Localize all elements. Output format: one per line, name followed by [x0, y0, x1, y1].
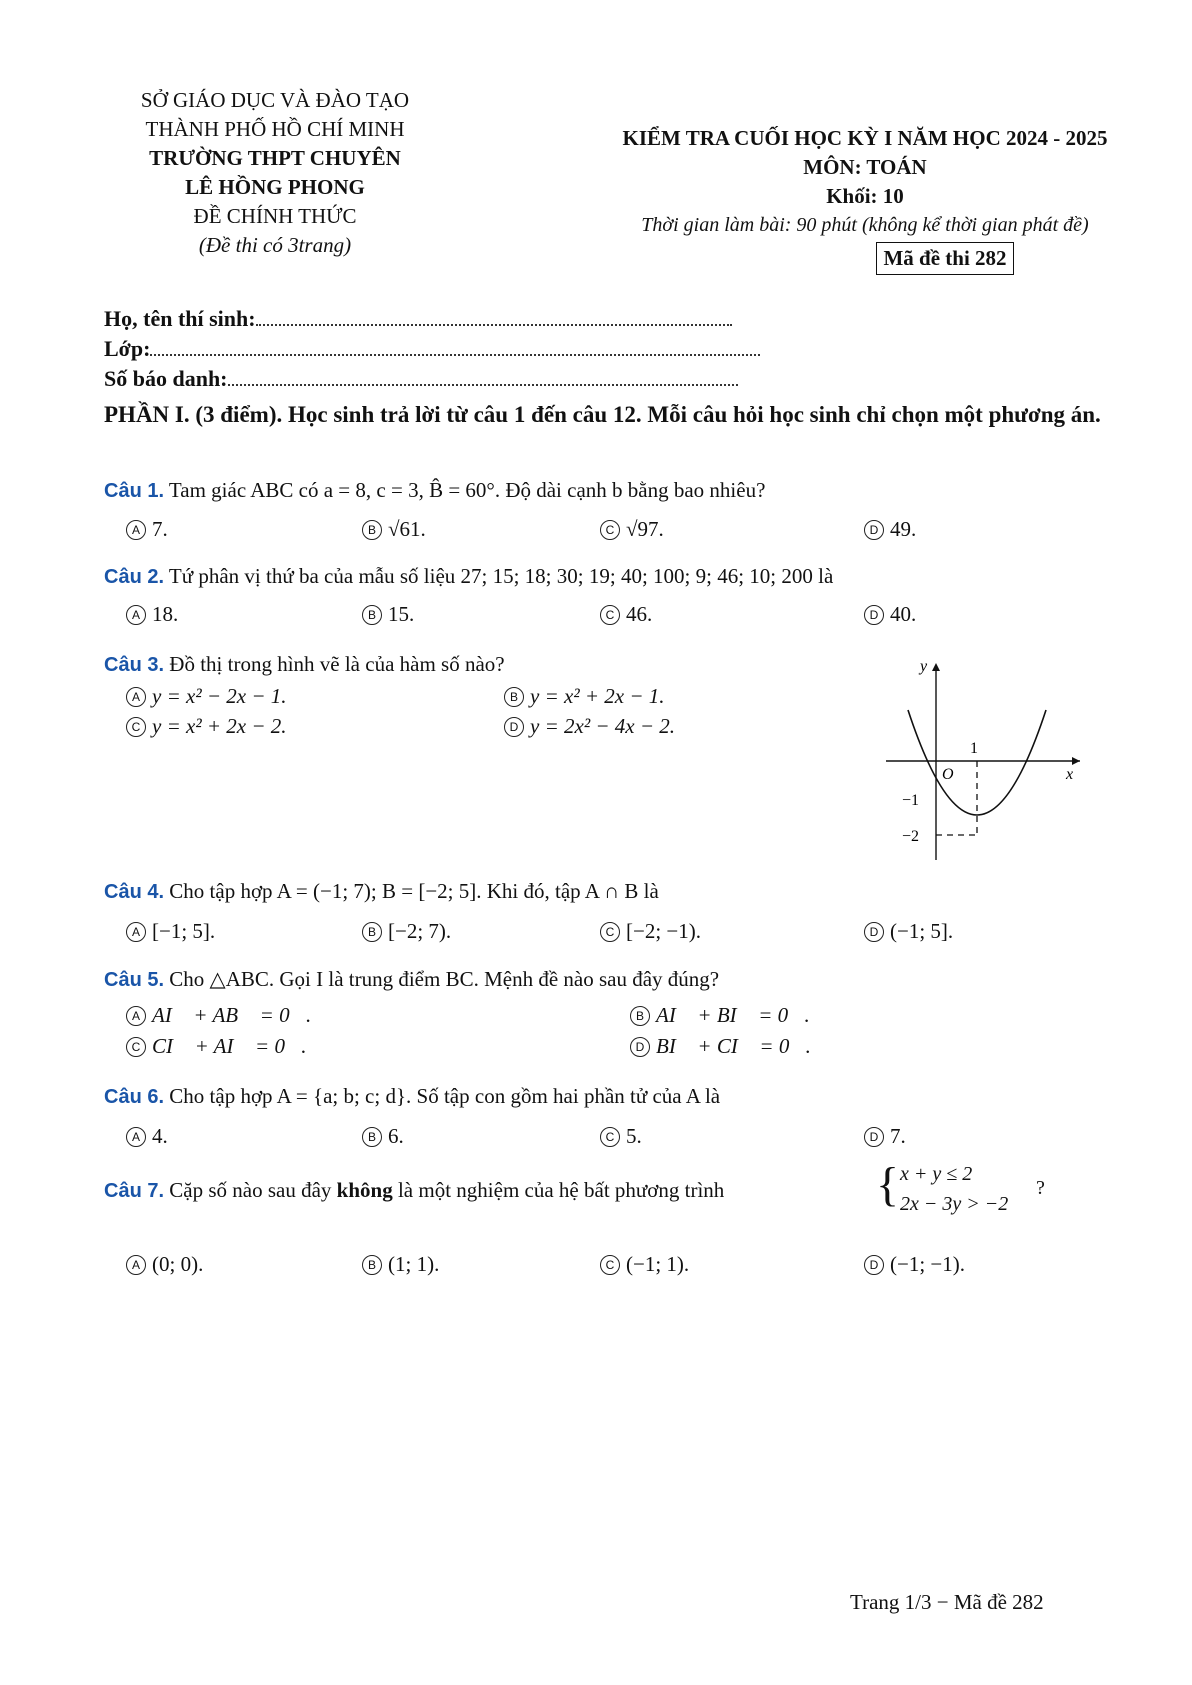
question-6-label: Câu 6. [104, 1086, 165, 1108]
system-brace: { [876, 1158, 900, 1211]
option-text: 7. [890, 1124, 906, 1148]
q3-option-c[interactable] [126, 714, 287, 739]
student-id-label: Số báo danh: [104, 366, 228, 391]
option-letter: D [864, 1255, 884, 1275]
option-text: 7. [152, 517, 168, 541]
department-name: SỞ GIÁO DỤC VÀ ĐÀO TẠO [140, 88, 410, 112]
q1-option-b[interactable] [362, 517, 426, 542]
exam-grade: Khối: 10 [826, 184, 904, 208]
q5-option-b[interactable] [630, 1003, 810, 1028]
parabola-graph [880, 655, 1100, 865]
system-line-1: x + y ≤ 2 [900, 1163, 973, 1185]
question-1 [104, 476, 765, 505]
question-3-label: Câu 3. [104, 654, 165, 676]
q7-option-c[interactable] [600, 1252, 689, 1277]
option-letter: B [362, 520, 382, 540]
option-text: (−1; −1). [890, 1252, 966, 1276]
option-letter: D [864, 922, 884, 942]
x-tick-1-label: 1 [970, 740, 978, 757]
question-5-label: Câu 5. [104, 969, 165, 991]
option-letter: C [126, 717, 146, 737]
x-axis-arrow [1072, 757, 1080, 765]
y-tick-minus1-label: −1 [902, 792, 920, 809]
student-class-label: Lớp: [104, 336, 151, 361]
option-text: 6. [388, 1124, 404, 1148]
q4-option-b[interactable] [362, 919, 451, 944]
option-letter: B [362, 1255, 382, 1275]
exam-code-box: Mã đề thi 282 [876, 242, 1013, 275]
y-tick-minus2-label: −2 [902, 828, 920, 845]
option-letter: C [600, 1127, 620, 1147]
option-text: 5. [626, 1124, 642, 1148]
option-text: √97. [626, 517, 664, 541]
question-7 [104, 1176, 724, 1205]
option-letter: C [600, 520, 620, 540]
system-question-mark: ? [1036, 1177, 1045, 1199]
option-text: y = 2x² − 4x − 2. [530, 714, 676, 738]
option-text: (1; 1). [388, 1252, 440, 1276]
q5-option-d[interactable] [630, 1034, 811, 1059]
question-7-text-post: là một nghiệm của hệ bất phương trình [397, 1178, 725, 1202]
option-text: √61. [388, 517, 426, 541]
option-text: 18. [152, 602, 179, 626]
q3-option-a[interactable] [126, 684, 287, 709]
option-letter: D [864, 520, 884, 540]
question-4-label: Câu 4. [104, 881, 165, 903]
option-text: (0; 0). [152, 1252, 204, 1276]
option-letter: D [630, 1037, 650, 1057]
question-7-text-pre: Cặp số nào sau đây [169, 1178, 332, 1202]
q2-option-a[interactable] [126, 602, 178, 627]
option-text: 15. [388, 602, 415, 626]
option-text: [−1; 5]. [152, 919, 216, 943]
q7-option-d[interactable] [864, 1252, 965, 1277]
option-letter: A [126, 687, 146, 707]
official-label: ĐỀ CHÍNH THỨC [193, 204, 357, 228]
x-axis-label: x [1066, 766, 1074, 783]
q1-option-a[interactable] [126, 517, 168, 542]
y-axis-label: y [920, 658, 928, 675]
q6-option-b[interactable] [362, 1124, 404, 1149]
option-text: [−2; 7). [388, 919, 452, 943]
option-letter: A [126, 1006, 146, 1026]
question-3 [104, 650, 505, 679]
question-6 [104, 1082, 720, 1111]
system-line-2: 2x − 3y > −2 [900, 1193, 1009, 1215]
option-text: AI⃗ + BI⃗ = 0⃗. [656, 1003, 810, 1027]
page-count-note: (Đề thi có 3trang) [198, 233, 352, 257]
student-name-line [104, 306, 732, 332]
option-text: [−2; −1). [626, 919, 702, 943]
q6-option-d[interactable] [864, 1124, 906, 1149]
question-6-text: Cho tập hợp A = {a; b; c; d}. Số tập con gồm hai phần tử của A là [169, 1084, 721, 1108]
option-text: 40. [890, 602, 917, 626]
option-letter: B [362, 1127, 382, 1147]
question-1-text: Tam giác ABC có a = 8, c = 3, B̂ = 60°. Độ dài cạnh b bằng bao nhiêu? [168, 478, 766, 502]
option-text: (−1; 5]. [890, 919, 954, 943]
question-5-text: Cho △ABC. Gọi I là trung điểm BC. Mệnh đề nào sau đây đúng? [169, 967, 720, 991]
origin-label: O [942, 766, 954, 783]
option-letter: B [362, 605, 382, 625]
question-1-label: Câu 1. [104, 480, 165, 502]
q4-option-a[interactable] [126, 919, 215, 944]
student-name-field [256, 324, 732, 326]
q6-option-c[interactable] [600, 1124, 642, 1149]
student-class-field [150, 354, 760, 356]
q7-option-b[interactable] [362, 1252, 439, 1277]
school-name-line2: LÊ HỒNG PHONG [185, 175, 365, 199]
option-letter: D [864, 605, 884, 625]
option-text: y = x² + 2x − 1. [530, 684, 665, 708]
question-2-text: Tứ phân vị thứ ba của mẫu số liệu 27; 15; 18; 30; 19; 40; 100; 9; 46; 10; 200 là [168, 564, 834, 588]
school-header [110, 86, 440, 260]
y-axis-arrow [932, 663, 940, 671]
exam-title: KIỂM TRA CUỐI HỌC KỲ I NĂM HỌC 2024 - 2025 [622, 126, 1108, 150]
exam-time: Thời gian làm bài: 90 phút (không kể thời gian phát đề) [641, 214, 1089, 236]
q2-option-b[interactable] [362, 602, 414, 627]
student-name-label: Họ, tên thí sinh: [104, 306, 256, 331]
option-letter: B [630, 1006, 650, 1026]
student-id-field [228, 384, 738, 386]
school-name-line1: TRƯỜNG THPT CHUYÊN [149, 146, 401, 170]
option-letter: A [126, 1127, 146, 1147]
q3-option-d[interactable] [504, 714, 675, 739]
q3-option-b[interactable] [504, 684, 665, 709]
question-4-text: Cho tập hợp A = (−1; 7); B = [−2; 5]. Khi đó, tập A ∩ B là [169, 879, 659, 903]
question-5 [104, 965, 719, 994]
option-text: CI⃗ + AI⃗ = 0⃗. [152, 1034, 307, 1058]
option-text: y = x² + 2x − 2. [152, 714, 287, 738]
option-letter: B [362, 922, 382, 942]
student-class-line [104, 336, 760, 362]
q5-option-c[interactable] [126, 1034, 307, 1059]
option-letter: C [600, 1255, 620, 1275]
option-text: AI⃗ + AB⃗ = 0⃗. [152, 1003, 312, 1027]
question-3-text: Đồ thị trong hình vẽ là của hàm số nào? [169, 652, 505, 676]
q4-option-d[interactable] [864, 919, 953, 944]
part1-instructions: PHẦN I. (3 điểm). Học sinh trả lời từ câu 1 đến câu 12. Mỗi câu hỏi học sinh chỉ chọn một phương án. [104, 402, 1101, 427]
option-letter: B [504, 687, 524, 707]
option-letter: C [126, 1037, 146, 1057]
q1-option-c[interactable] [600, 517, 664, 542]
option-text: (−1; 1). [626, 1252, 690, 1276]
q2-option-c[interactable] [600, 602, 652, 627]
option-letter: D [864, 1127, 884, 1147]
option-letter: A [126, 922, 146, 942]
option-text: BI⃗ + CI⃗ = 0⃗. [656, 1034, 811, 1058]
page-footer: Trang 1/3 − Mã đề 282 [850, 1590, 1044, 1614]
option-letter: A [126, 605, 146, 625]
question-2-label: Câu 2. [104, 566, 165, 588]
q2-option-d[interactable] [864, 602, 916, 627]
question-7-label: Câu 7. [104, 1180, 165, 1202]
option-letter: A [126, 520, 146, 540]
option-letter: C [600, 922, 620, 942]
option-text: 4. [152, 1124, 168, 1148]
city-name: THÀNH PHỐ HỒ CHÍ MINH [145, 117, 405, 141]
question-7-text-bold: không [336, 1178, 393, 1202]
q7-option-a[interactable] [126, 1252, 203, 1277]
option-text: 46. [626, 602, 653, 626]
option-text: 49. [890, 517, 917, 541]
exam-header [560, 124, 1170, 275]
exam-subject: MÔN: TOÁN [803, 155, 927, 179]
option-letter: A [126, 1255, 146, 1275]
q5-option-a[interactable] [126, 1003, 311, 1028]
option-letter: C [600, 605, 620, 625]
option-text: y = x² − 2x − 1. [152, 684, 287, 708]
q1-option-d[interactable] [864, 517, 916, 542]
option-letter: D [504, 717, 524, 737]
q6-option-a[interactable] [126, 1124, 168, 1149]
question-4 [104, 877, 659, 906]
student-id-line [104, 366, 738, 392]
q4-option-c[interactable] [600, 919, 701, 944]
question-2 [104, 562, 833, 591]
